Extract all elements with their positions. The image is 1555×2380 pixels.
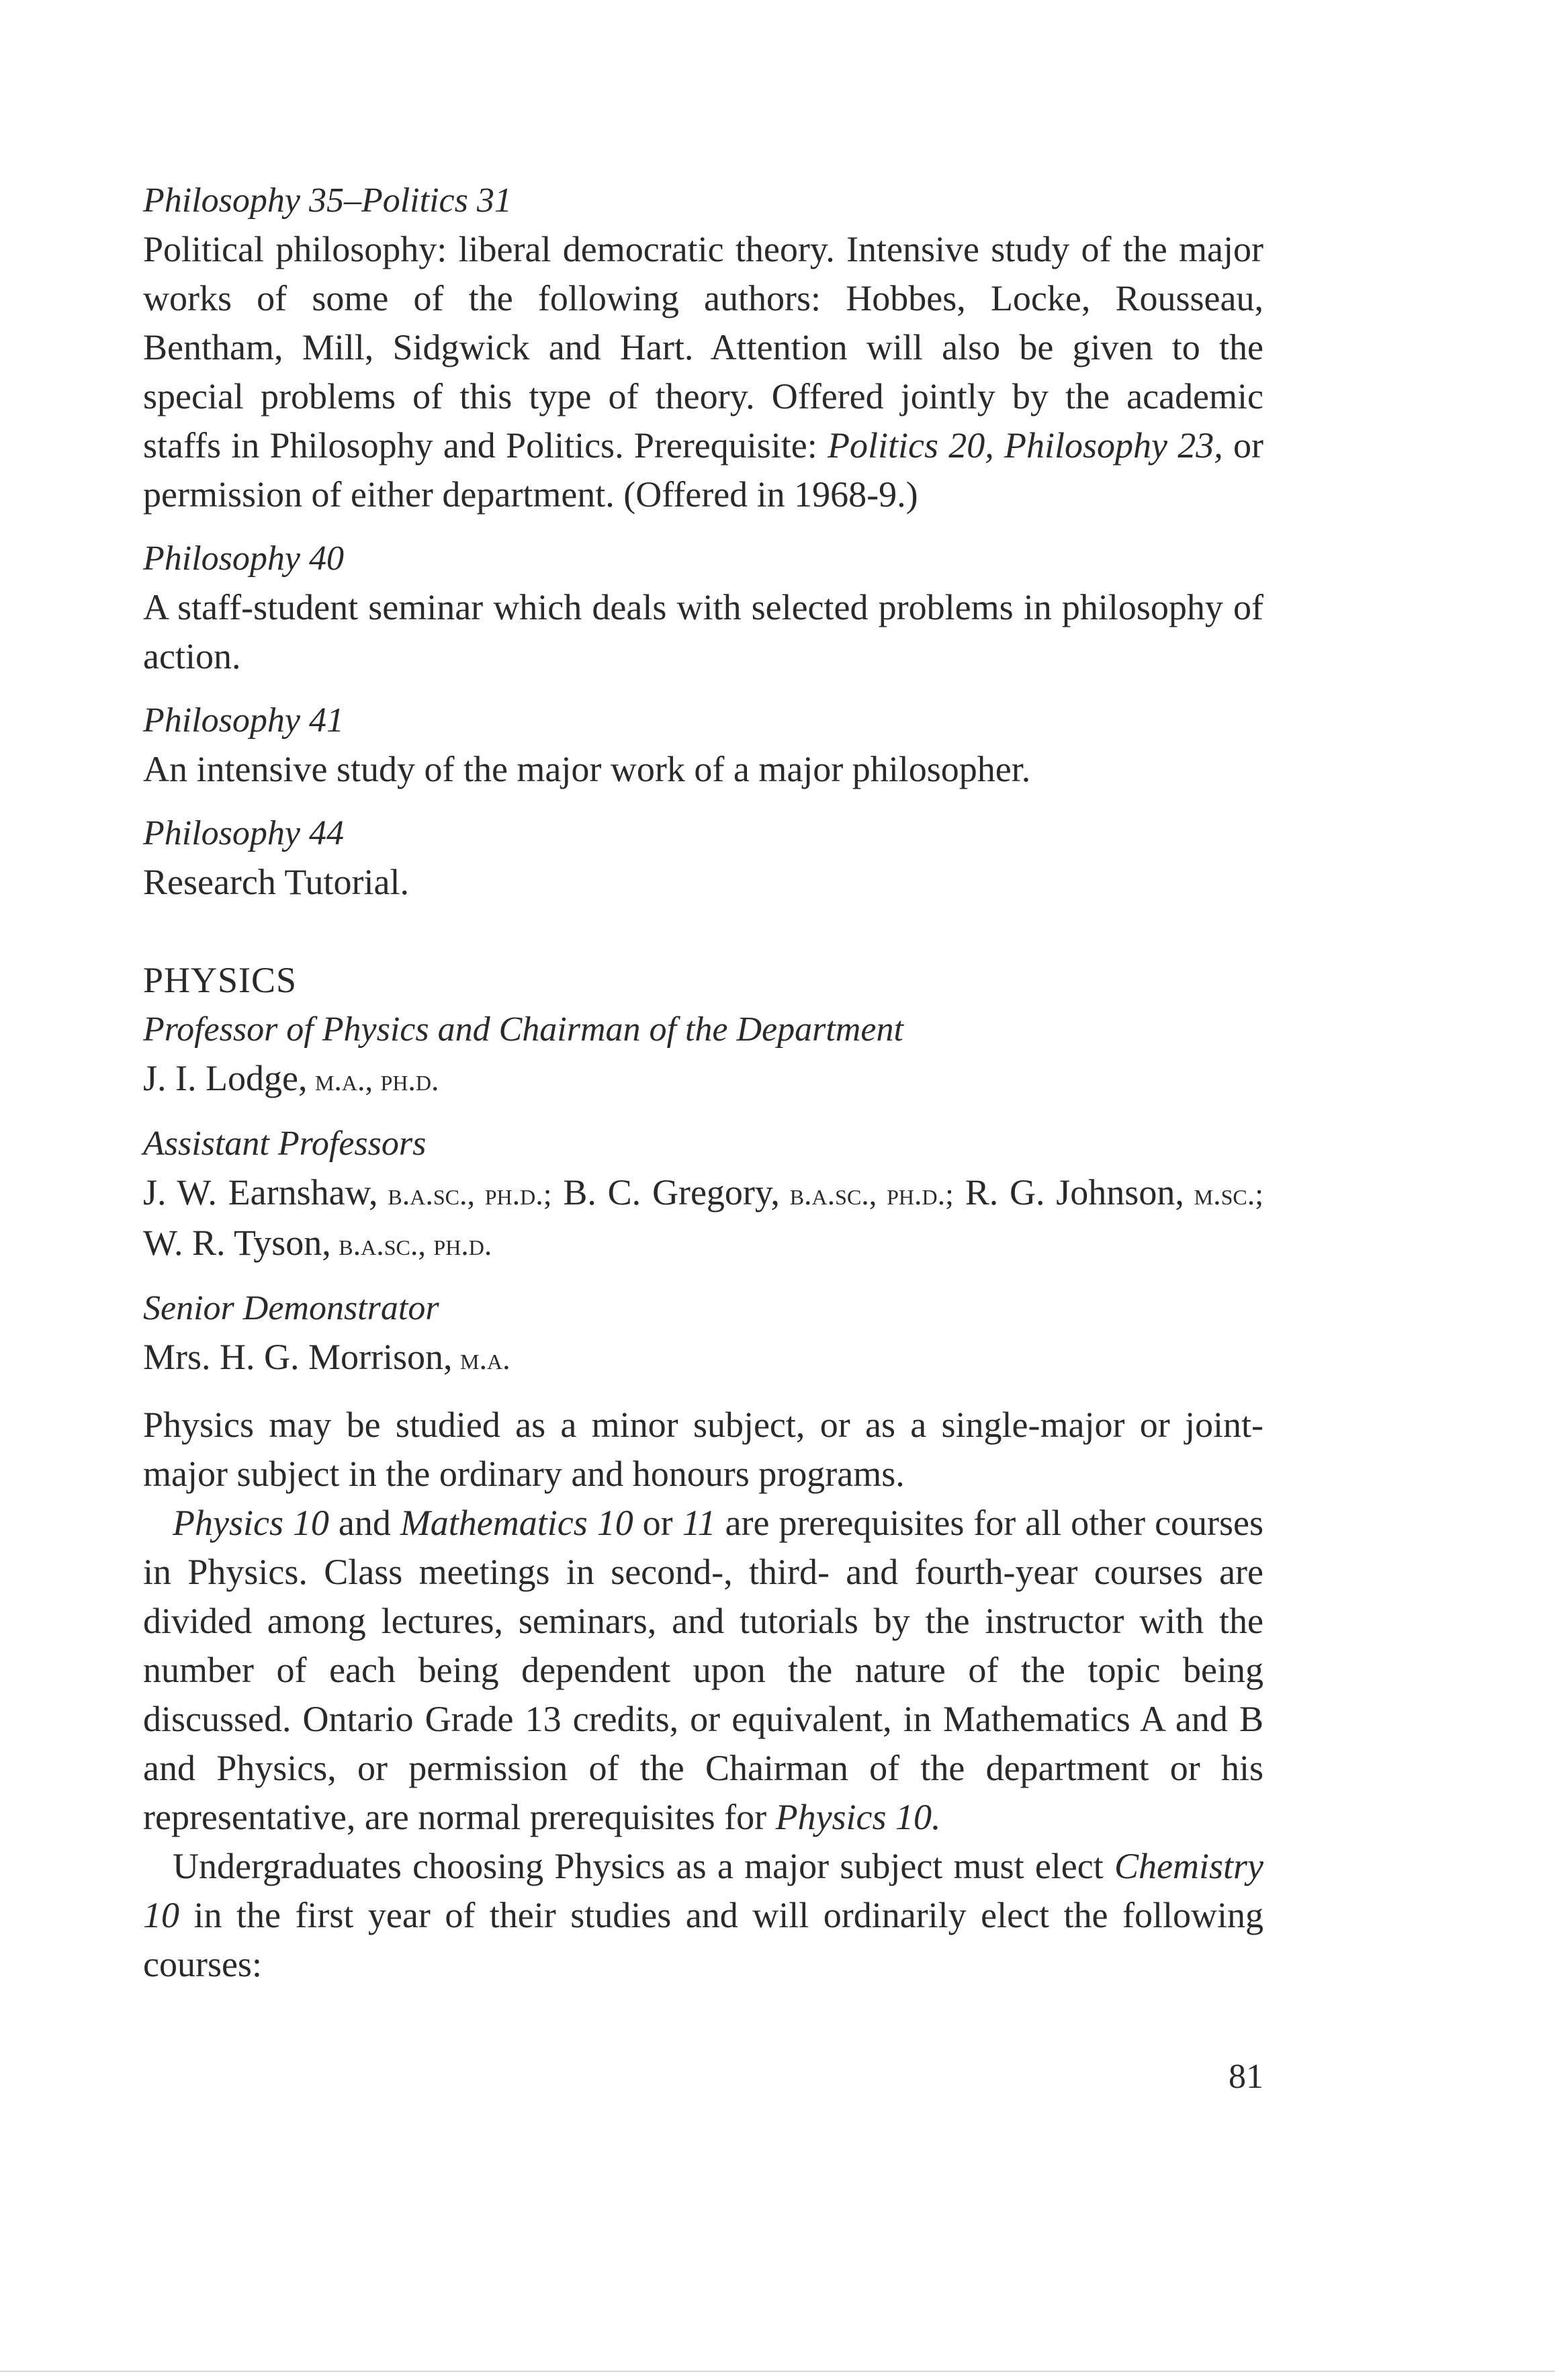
paragraph xyxy=(143,1499,1263,1842)
course-entry xyxy=(143,809,1263,907)
staff-role: Assistant Professors xyxy=(143,1125,427,1163)
staff-role: Professor of Physics and Chairman of the Department xyxy=(143,1010,903,1049)
staff-degrees: m.a., ph.d. xyxy=(307,1063,439,1097)
page-number: 81 xyxy=(1229,2058,1263,2096)
staff-name: J. I. Lodge, xyxy=(143,1058,308,1098)
staff-degrees: b.a.sc., ph.d.; xyxy=(377,1177,552,1211)
staff-degrees: b.a.sc., ph.d. xyxy=(330,1227,492,1262)
staff-name: R. G. Johnson, xyxy=(953,1172,1184,1213)
scan-edge-line xyxy=(0,2371,1555,2372)
course-reference: 11 xyxy=(682,1503,716,1543)
staff-name: Mrs. H. G. Morrison, xyxy=(143,1337,453,1377)
staff-degrees: m.sc.; xyxy=(1184,1177,1263,1211)
course-reference: Chemistry 10 xyxy=(143,1846,1263,1935)
course-reference: Physics 10. xyxy=(775,1797,941,1837)
staff-degrees: b.a.sc., ph.d.; xyxy=(779,1177,954,1211)
paragraph-text: Undergraduates choosing Physics as a major subject must elect xyxy=(173,1846,1114,1886)
staff-members xyxy=(143,1168,1263,1269)
course-entry xyxy=(143,696,1263,794)
paragraph xyxy=(143,1842,1263,1989)
course-description xyxy=(143,225,1263,519)
course-entry xyxy=(143,534,1263,681)
staff-group xyxy=(143,1119,1263,1269)
course-reference: Physics 10 xyxy=(173,1503,329,1543)
course-description-text: Political philosophy: liberal democratic theory. Intensive study of the major works of some of the following authors: Hobbes, Locke, Rousseau, Bentham, Mill, Sidgwick and Hart. Attention will also be given to the special problems of this type of theory. Offered jointly by the academic staffs in Philosophy and Politics. Prerequisite: xyxy=(143,229,1263,466)
staff-name: J. W. Earnshaw, xyxy=(143,1172,378,1213)
course-entry xyxy=(143,176,1263,519)
course-prerequisite: Politics 20, Philosophy 23, xyxy=(828,425,1223,466)
course-heading: Philosophy 44 xyxy=(143,814,344,852)
course-heading: Philosophy 41 xyxy=(143,701,344,740)
staff-members xyxy=(143,1054,1263,1104)
section-title: PHYSICS xyxy=(143,960,298,1000)
staff-members xyxy=(143,1333,1263,1383)
paragraph-text: are prerequisites for all other courses in Physics. Class meetings in second-, third- and fourth-year courses are divided among lectures, seminars, and tutorials by the instructor with the number of each being dependent upon the nature of the topic being discussed. Ontario Grade 13 credits, or equivalent, in Mathematics A and B and Physics, or permission of the Chairman of the department or his representative, are normal prerequisites for xyxy=(143,1503,1264,1837)
staff-degrees: m.a. xyxy=(452,1341,510,1376)
page-content xyxy=(143,176,1263,1989)
course-heading: Philosophy 40 xyxy=(143,539,344,578)
course-description: A staff-student seminar which deals with selected problems in philosophy of action. xyxy=(143,587,1263,676)
staff-role: Senior Demonstrator xyxy=(143,1289,439,1327)
course-description: Research Tutorial. xyxy=(143,862,409,902)
course-description: An intensive study of the major work of a major philosopher. xyxy=(143,749,1031,789)
staff-name: W. R. Tyson, xyxy=(143,1223,331,1263)
course-description-text: or permission of either department. (Offered in 1968-9.) xyxy=(143,425,1264,515)
course-reference: Mathematics 10 xyxy=(400,1503,633,1543)
staff-name: B. C. Gregory, xyxy=(551,1172,780,1213)
course-heading: Philosophy 35–Politics 31 xyxy=(143,181,512,220)
staff-group xyxy=(143,1005,1263,1104)
paragraph-text: and xyxy=(328,1503,400,1543)
paragraph-text: in the first year of their studies and will ordinarily elect the following courses: xyxy=(143,1895,1263,1984)
staff-group xyxy=(143,1284,1263,1383)
paragraph: Physics may be studied as a minor subject, or as a single-major or joint-major subject in the ordinary and honours programs. xyxy=(143,1405,1263,1494)
paragraph-text: or xyxy=(633,1503,682,1543)
